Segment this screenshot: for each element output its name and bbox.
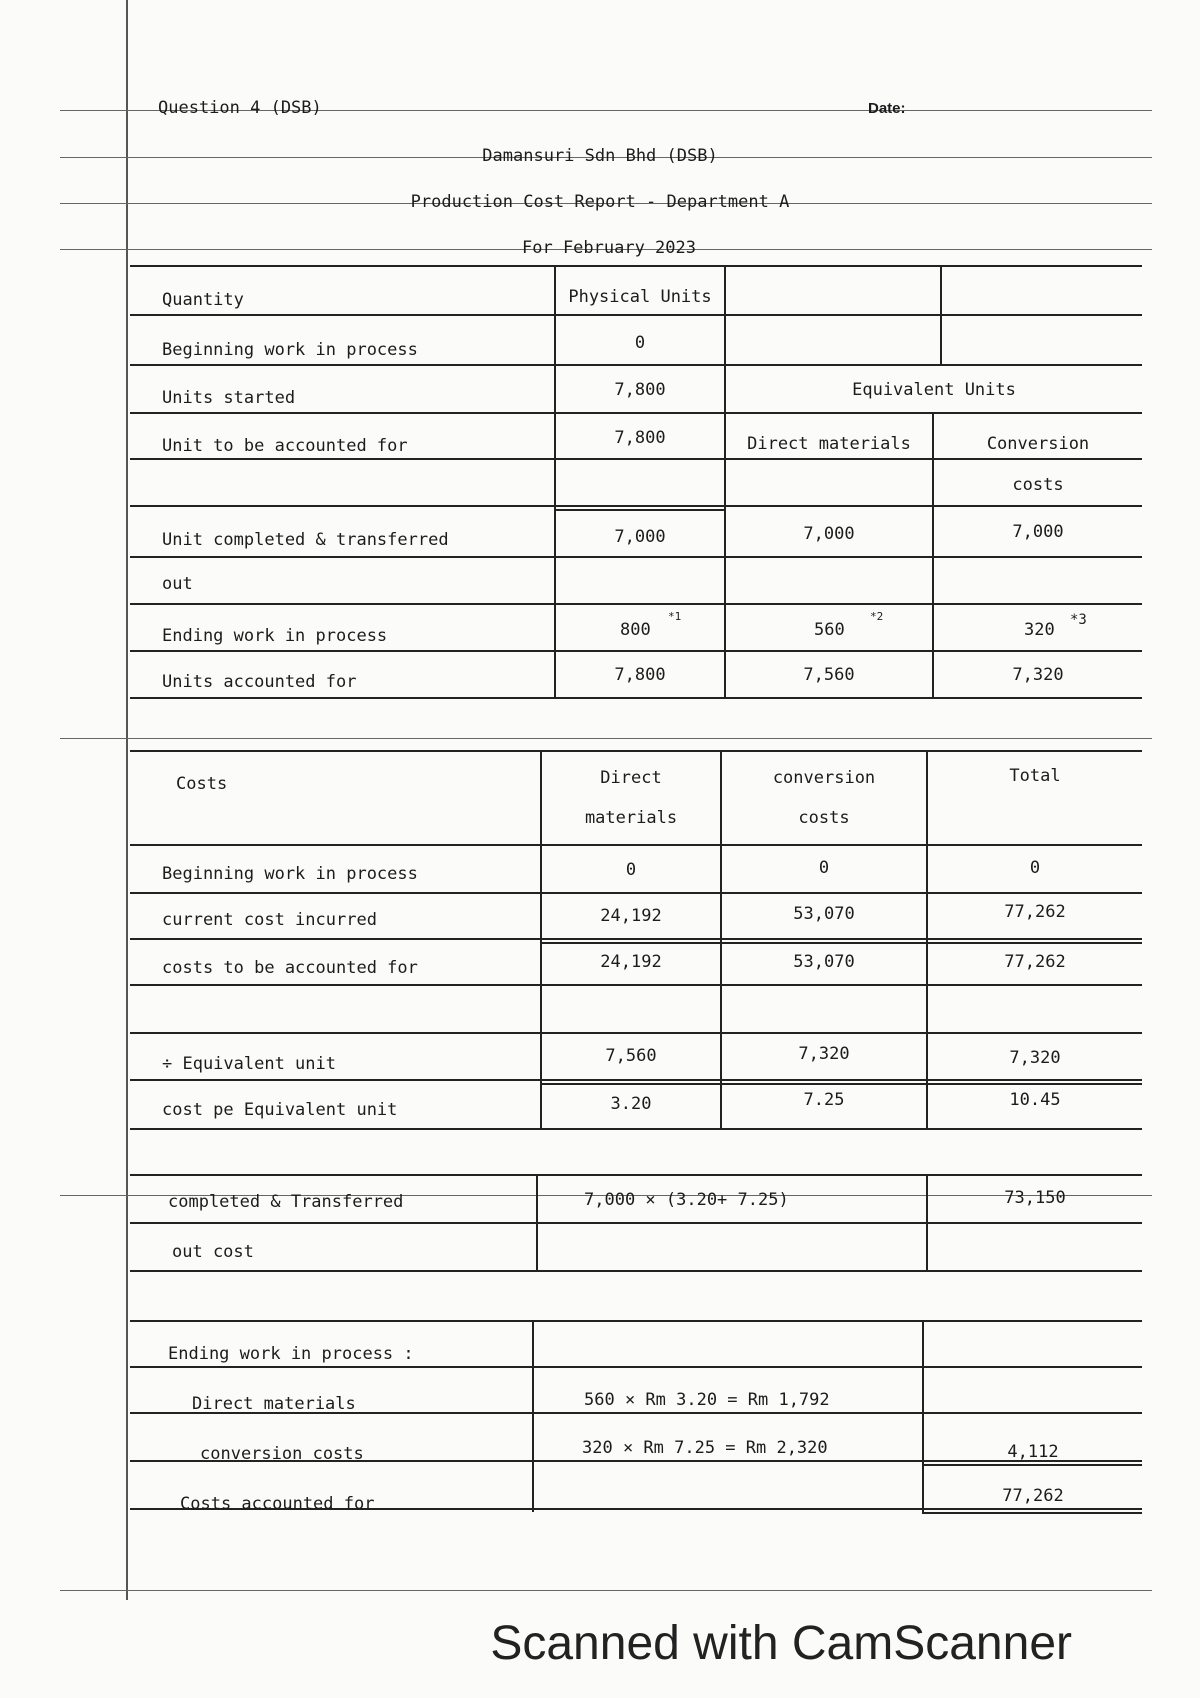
- dm-header: Direct: [600, 768, 662, 788]
- row-label: Units accounted for: [162, 672, 357, 692]
- table-rule: [940, 265, 942, 364]
- direct-materials-header: Direct materials: [747, 434, 911, 454]
- total-header: Total: [1009, 766, 1061, 786]
- accounted-label: Costs accounted for: [180, 1494, 375, 1514]
- cc-value: 53,070: [793, 952, 855, 972]
- table-rule: [540, 1083, 1142, 1085]
- physical-units-header: Physical Units: [568, 287, 712, 307]
- cc-header: costs: [798, 808, 850, 828]
- table-rule: [130, 412, 1142, 414]
- table-rule: [130, 1174, 1142, 1176]
- table-rule: [130, 697, 1142, 699]
- table-rule: [130, 1079, 1142, 1081]
- table-rule: [130, 505, 1142, 507]
- dm-value: 0: [625, 860, 637, 880]
- table-rule: [130, 1366, 1142, 1368]
- report-title: Production Cost Report - Department A: [410, 192, 790, 212]
- report-period: For February 2023: [522, 238, 696, 258]
- completed-label: out cost: [172, 1242, 254, 1262]
- physical-value: 7,000: [614, 527, 666, 547]
- row-label: costs to be accounted for: [162, 958, 418, 978]
- accounted-total: 77,262: [1002, 1486, 1064, 1506]
- total-value: 7,320: [1009, 1048, 1061, 1068]
- scanner-watermark: Scanned with CamScanner: [490, 1617, 1072, 1670]
- ending-total: 4,112: [1007, 1442, 1059, 1462]
- margin-line: [126, 0, 128, 1600]
- equivalent-units-header: Equivalent Units: [852, 380, 1016, 400]
- table-rule: [532, 1320, 534, 1512]
- row-label: cost pe Equivalent unit: [162, 1100, 398, 1120]
- table-rule: [130, 984, 1142, 986]
- conversion-header: Conversion: [986, 434, 1090, 454]
- table-rule: [130, 1128, 1142, 1130]
- table-rule: [554, 509, 724, 511]
- table-rule: [130, 314, 1142, 316]
- table-rule: [130, 1320, 1142, 1322]
- cc-value: 7,320: [1012, 665, 1064, 685]
- table-rule: [720, 750, 722, 1128]
- physical-value: 7,800: [614, 428, 666, 448]
- completed-total: 73,150: [1004, 1188, 1066, 1208]
- cc-header: conversion: [772, 768, 876, 788]
- total-value: 0: [1029, 858, 1041, 878]
- ruled-line: [60, 738, 1152, 739]
- cc-label: conversion costs: [200, 1444, 364, 1464]
- table-rule: [130, 1032, 1142, 1034]
- table-rule: [130, 556, 1142, 558]
- dm-value: 560: [814, 620, 845, 640]
- footnote-marker: *1: [668, 610, 682, 623]
- table-rule: [922, 1464, 1142, 1466]
- ending-wip-label: Ending work in process :: [168, 1344, 414, 1364]
- row-label: ÷ Equivalent unit: [162, 1054, 336, 1074]
- physical-value: 7,800: [614, 665, 666, 685]
- cc-value: 320: [1024, 620, 1055, 640]
- table-rule: [130, 364, 1142, 366]
- dm-value: 7,000: [803, 524, 855, 544]
- company-name: Damansuri Sdn Bhd (DSB): [482, 146, 718, 166]
- table-rule: [724, 265, 726, 697]
- table-rule: [922, 1320, 924, 1512]
- cc-value: 53,070: [793, 904, 855, 924]
- table-rule: [130, 892, 1142, 894]
- cc-value: 7.25: [803, 1090, 845, 1110]
- row-label: Unit to be accounted for: [162, 436, 408, 456]
- table-rule: [922, 1512, 1142, 1514]
- row-label: Ending work in process: [162, 626, 388, 646]
- dm-label: Direct materials: [192, 1394, 356, 1414]
- total-value: 77,262: [1004, 952, 1066, 972]
- table-rule: [932, 412, 934, 697]
- ruled-line: [60, 1590, 1152, 1591]
- completed-label: completed & Transferred: [168, 1192, 404, 1212]
- row-label: Unit completed & transferred: [162, 530, 449, 550]
- table-rule: [130, 750, 1142, 752]
- footnote-marker: *2: [870, 610, 884, 623]
- total-value: 77,262: [1004, 902, 1066, 922]
- physical-value: 7,800: [614, 380, 666, 400]
- table-rule: [536, 1174, 538, 1270]
- completed-calc: 7,000 × (3.20+ 7.25): [584, 1190, 789, 1210]
- quantity-heading: Quantity: [162, 290, 244, 310]
- dm-value: 7,560: [605, 1046, 657, 1066]
- row-label: Beginning work in process: [162, 864, 418, 884]
- dm-value: 24,192: [600, 952, 662, 972]
- table-rule: [554, 265, 556, 697]
- physical-value: 800: [620, 620, 651, 640]
- dm-calc: 560 × Rm 3.20 = Rm 1,792: [584, 1390, 830, 1410]
- dm-value: 3.20: [610, 1094, 652, 1114]
- dm-header: materials: [584, 808, 678, 828]
- cc-value: 7,000: [1012, 522, 1064, 542]
- table-rule: [130, 1270, 1142, 1272]
- question-label: Question 4 (DSB): [158, 98, 322, 118]
- physical-value: 0: [634, 333, 646, 353]
- table-rule: [130, 458, 1142, 460]
- footnote-marker: *3: [1070, 612, 1087, 628]
- date-label: Date:: [868, 100, 906, 117]
- table-rule: [130, 650, 1142, 652]
- table-rule: [130, 1222, 1142, 1224]
- row-label: current cost incurred: [162, 910, 377, 930]
- total-value: 10.45: [1009, 1090, 1061, 1110]
- table-rule: [926, 750, 928, 1128]
- dm-value: 7,560: [803, 665, 855, 685]
- dm-value: 24,192: [600, 906, 662, 926]
- conversion-header: costs: [1012, 475, 1064, 495]
- table-rule: [540, 750, 542, 1128]
- table-rule: [130, 265, 1142, 267]
- row-label: Units started: [162, 388, 296, 408]
- row-label: out: [162, 574, 193, 594]
- cc-calc: 320 × Rm 7.25 = Rm 2,320: [582, 1438, 828, 1458]
- costs-heading: Costs: [176, 774, 228, 794]
- row-label: Beginning work in process: [162, 340, 418, 360]
- table-rule: [130, 603, 1142, 605]
- table-rule: [130, 938, 1142, 940]
- table-rule: [540, 942, 1142, 944]
- cc-value: 0: [818, 858, 830, 878]
- cc-value: 7,320: [798, 1044, 850, 1064]
- table-rule: [130, 844, 1142, 846]
